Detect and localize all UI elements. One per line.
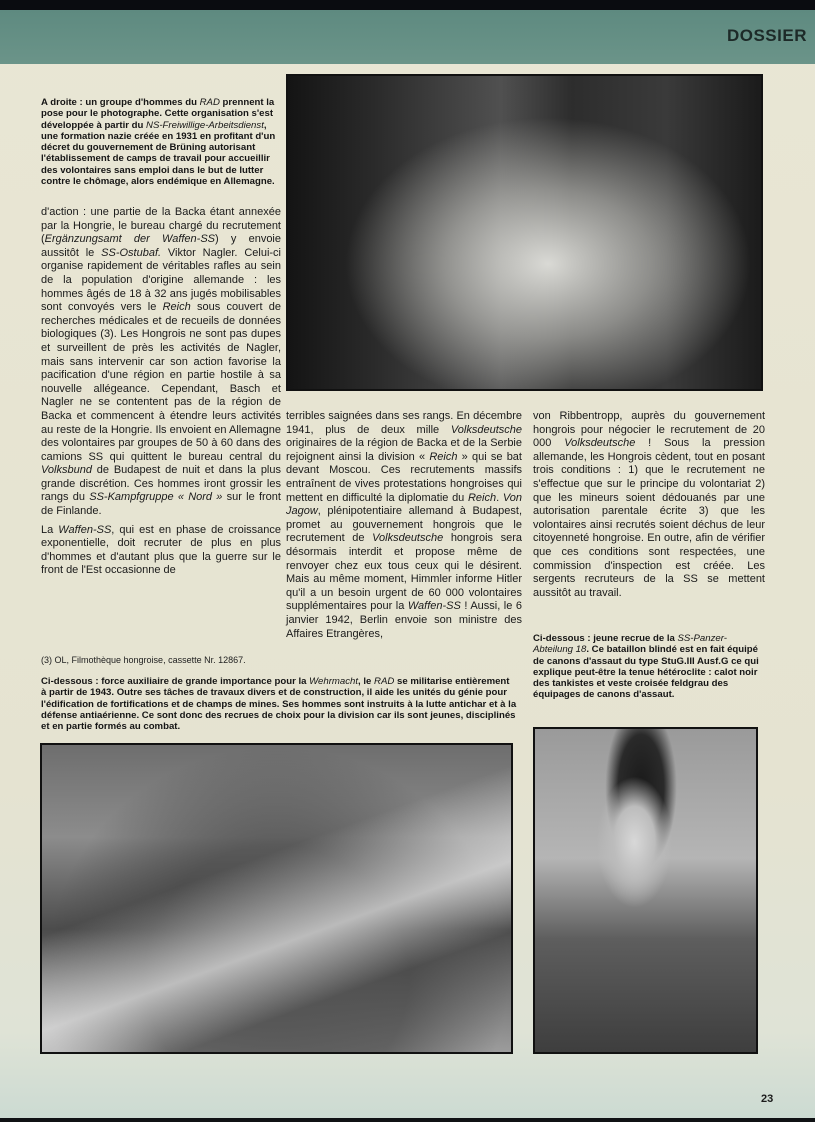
italic-text-run: Reich (162, 301, 191, 314)
text-run: Viktor Nagler. Celui-ci organise rapidement de véritables rafles au sein de la population d'origine allemande : les hommes âgés de 18 à 32 ans jugés mobilisables sont convoyés vers le (41, 246, 281, 314)
article-column-1 (41, 206, 281, 583)
text-run: » qui se bat devant Moscou. Ces recrutements massifs entraînent de vives protestations hongroises qui mettent en difficulté la diplomatie du (286, 450, 522, 504)
text-run: sous couvert de recherches médicales et de recueils de données biologiques (3). Les Hongrois ne sont pas dupes et surveillent de près les activités de Nagler, mais sans intervenir car son action favorise la pacification d'une région en partie hostile à sa nouvelle allégeance. Cependant, Basch et Nagler ne se contentent pas de la région de Backa et commencent à étendre leurs activités au reste de la Hongrie. Ils envoient en Allemagne des volontaires par groupes de 50 à 60 dans des camions SS qui quittent le bureau central du (41, 301, 281, 463)
text-run: sur le front de Finlande. (41, 491, 281, 518)
text-run: ) y envoie aussitôt le (41, 233, 281, 259)
text-run: . Ce bataillon blindé est en fait équipé de canons d'assaut du type StuG.III Ausf.G ce qui explique peut-être la tenue hétéroclite : calot noir des tankistes et veste croisée feldgrau des équipages de canons d'assaut. (533, 644, 759, 701)
scan-bottom-edge (0, 1118, 815, 1122)
text-run: A droite : un groupe d'hommes du (41, 97, 200, 108)
photo-rad-group-barrack (40, 743, 513, 1054)
caption-top-photo (41, 97, 283, 187)
section-header-band (0, 10, 815, 64)
italic-text-run: Waffen-SS (58, 523, 112, 536)
footnote: (3) OL, Filmothèque hongroise, cassette Nr. 12867. (41, 655, 246, 665)
italic-text-run: Reich (467, 491, 497, 504)
text-run: Ci-dessous : force auxiliaire de grande importance pour la (41, 676, 310, 687)
text-run: , qui est en phase de croissance exponentielle, doit recruter de plus en plus d'hommes et d'autant plus que la guerre sur le front de l'Est occasionne de (41, 523, 282, 577)
text-run: , le (358, 676, 375, 687)
text-run: prennent la pose pour le photographe. Cette organisation s'est développée à partir du (41, 97, 275, 131)
italic-text-run: Volksbund (41, 464, 92, 477)
photo-ss-recruit-portrait (533, 727, 758, 1054)
italic-text-run: Volksdeutsche (564, 437, 636, 450)
italic-text-run: Ergänzungsamt der Waffen-SS (44, 233, 216, 246)
italic-text-run: Von Jagow (286, 491, 522, 518)
text-run: de Budapest de nuit et dans la plus grande discrétion. Ces hommes iront grossir les rangs du (41, 464, 281, 504)
text-run: , une formation nazie créée en 1931 en profitant d'un décret du gouvernement de Brüning autorisant l'établissement de camps de travail pour accueillir des volontaires sans emploi dans le but de lutter contre le chômage, alors endémique en Allemagne. (41, 119, 276, 188)
text-run: se militarise entièrement à partir de 1943. Outre ses tâches de travaux divers et de construction, il aide les unités du génie pour l'édification de fortifications et de champs de mines. Ses hommes sont instruits à la lutte antichar et à la défense antiaérienne. Ce sont donc des recrues de choix pour la division car ils sont jeunes, disciplinés et en partie formés au combat. (41, 676, 517, 733)
text-run: ! Aussi, le 6 janvier 1942, Berlin envoie son ministre des Affaires Etrangères, (286, 600, 522, 640)
italic-text-run: Volksdeutsche (450, 423, 522, 436)
text-run: . (496, 491, 503, 504)
text-run: La (41, 523, 59, 536)
column-1-paragraph-2 (41, 524, 281, 578)
italic-text-run: RAD (199, 97, 220, 108)
text-run: von Ribbentropp, auprès du gouvernement hongrois pour négocier le recrutement de 20 000 (533, 410, 765, 450)
italic-text-run: Wehrmacht (309, 676, 359, 687)
italic-text-run: SS-Panzer-Abteilung 18 (533, 633, 727, 656)
italic-text-run: SS-Ostubaf. (101, 246, 162, 259)
column-1-paragraph-1 (41, 206, 281, 519)
column-3-paragraph-1 (533, 410, 765, 600)
text-run: originaires de la région de Backa et de la Serbie rejoignent ainsi la division « (286, 437, 522, 463)
italic-text-run: Volksdeutsche (372, 532, 444, 545)
section-label: DOSSIER (726, 26, 807, 45)
photo-rad-group-snow (286, 74, 763, 391)
text-run: , plénipotentiaire allemand à Budapest, promet au gouvernement hongrois que le recrutement de (286, 505, 522, 545)
column-2-paragraph-1 (286, 410, 522, 641)
text-run: d'action : une partie de la Backa étant annexée par la Hongrie, le bureau chargé du recrutement ( (41, 206, 281, 246)
article-column-2 (286, 410, 522, 646)
italic-text-run: Reich (429, 450, 458, 463)
italic-text-run: SS-Kampfgruppe « Nord » (89, 491, 223, 504)
article-column-3 (533, 410, 765, 605)
text-run: terribles saignées dans ses rangs. En décembre 1941, plus de deux mille (286, 410, 522, 436)
photo-description (288, 376, 761, 385)
italic-text-run: Waffen-SS (407, 600, 461, 613)
photo-description (535, 1030, 756, 1048)
caption-portrait (533, 633, 765, 701)
text-run: ! Sous la pression allemande, les Hongrois cèdent, tout en posant trois conditions : 1) que le recrutement ne s'effectue que sur le principe du volontariat 2) que les mineurs soient dédouanés par une autorisation parentale écrite 3) que les volontaires ainsi recrutés soient déchus de leur citoyenneté hongroise. En outre, afin de vérifier que ces conditions sont respectées, une commission d'inspection est créée. Les sergents recruteurs de la SS se mettent aussitôt au travail. (533, 437, 765, 599)
italic-text-run: RAD (374, 676, 395, 687)
photo-description (42, 1039, 511, 1048)
text-run: Ci-dessous : jeune recrue de la (533, 633, 678, 644)
page-number: 23 (761, 1093, 774, 1105)
text-run: hongrois sera désormais interdit et propose même de renvoyer chez eux tous ceux qui le désirent. Mais au même moment, Himmler informe Hitler qu'il a un besoin urgent de 60 000 volontaires supplémentaires pour la (286, 532, 522, 613)
caption-bottom-photo (41, 676, 517, 732)
italic-text-run: NS-Freiwillige-Arbeitsdienst (146, 119, 264, 131)
